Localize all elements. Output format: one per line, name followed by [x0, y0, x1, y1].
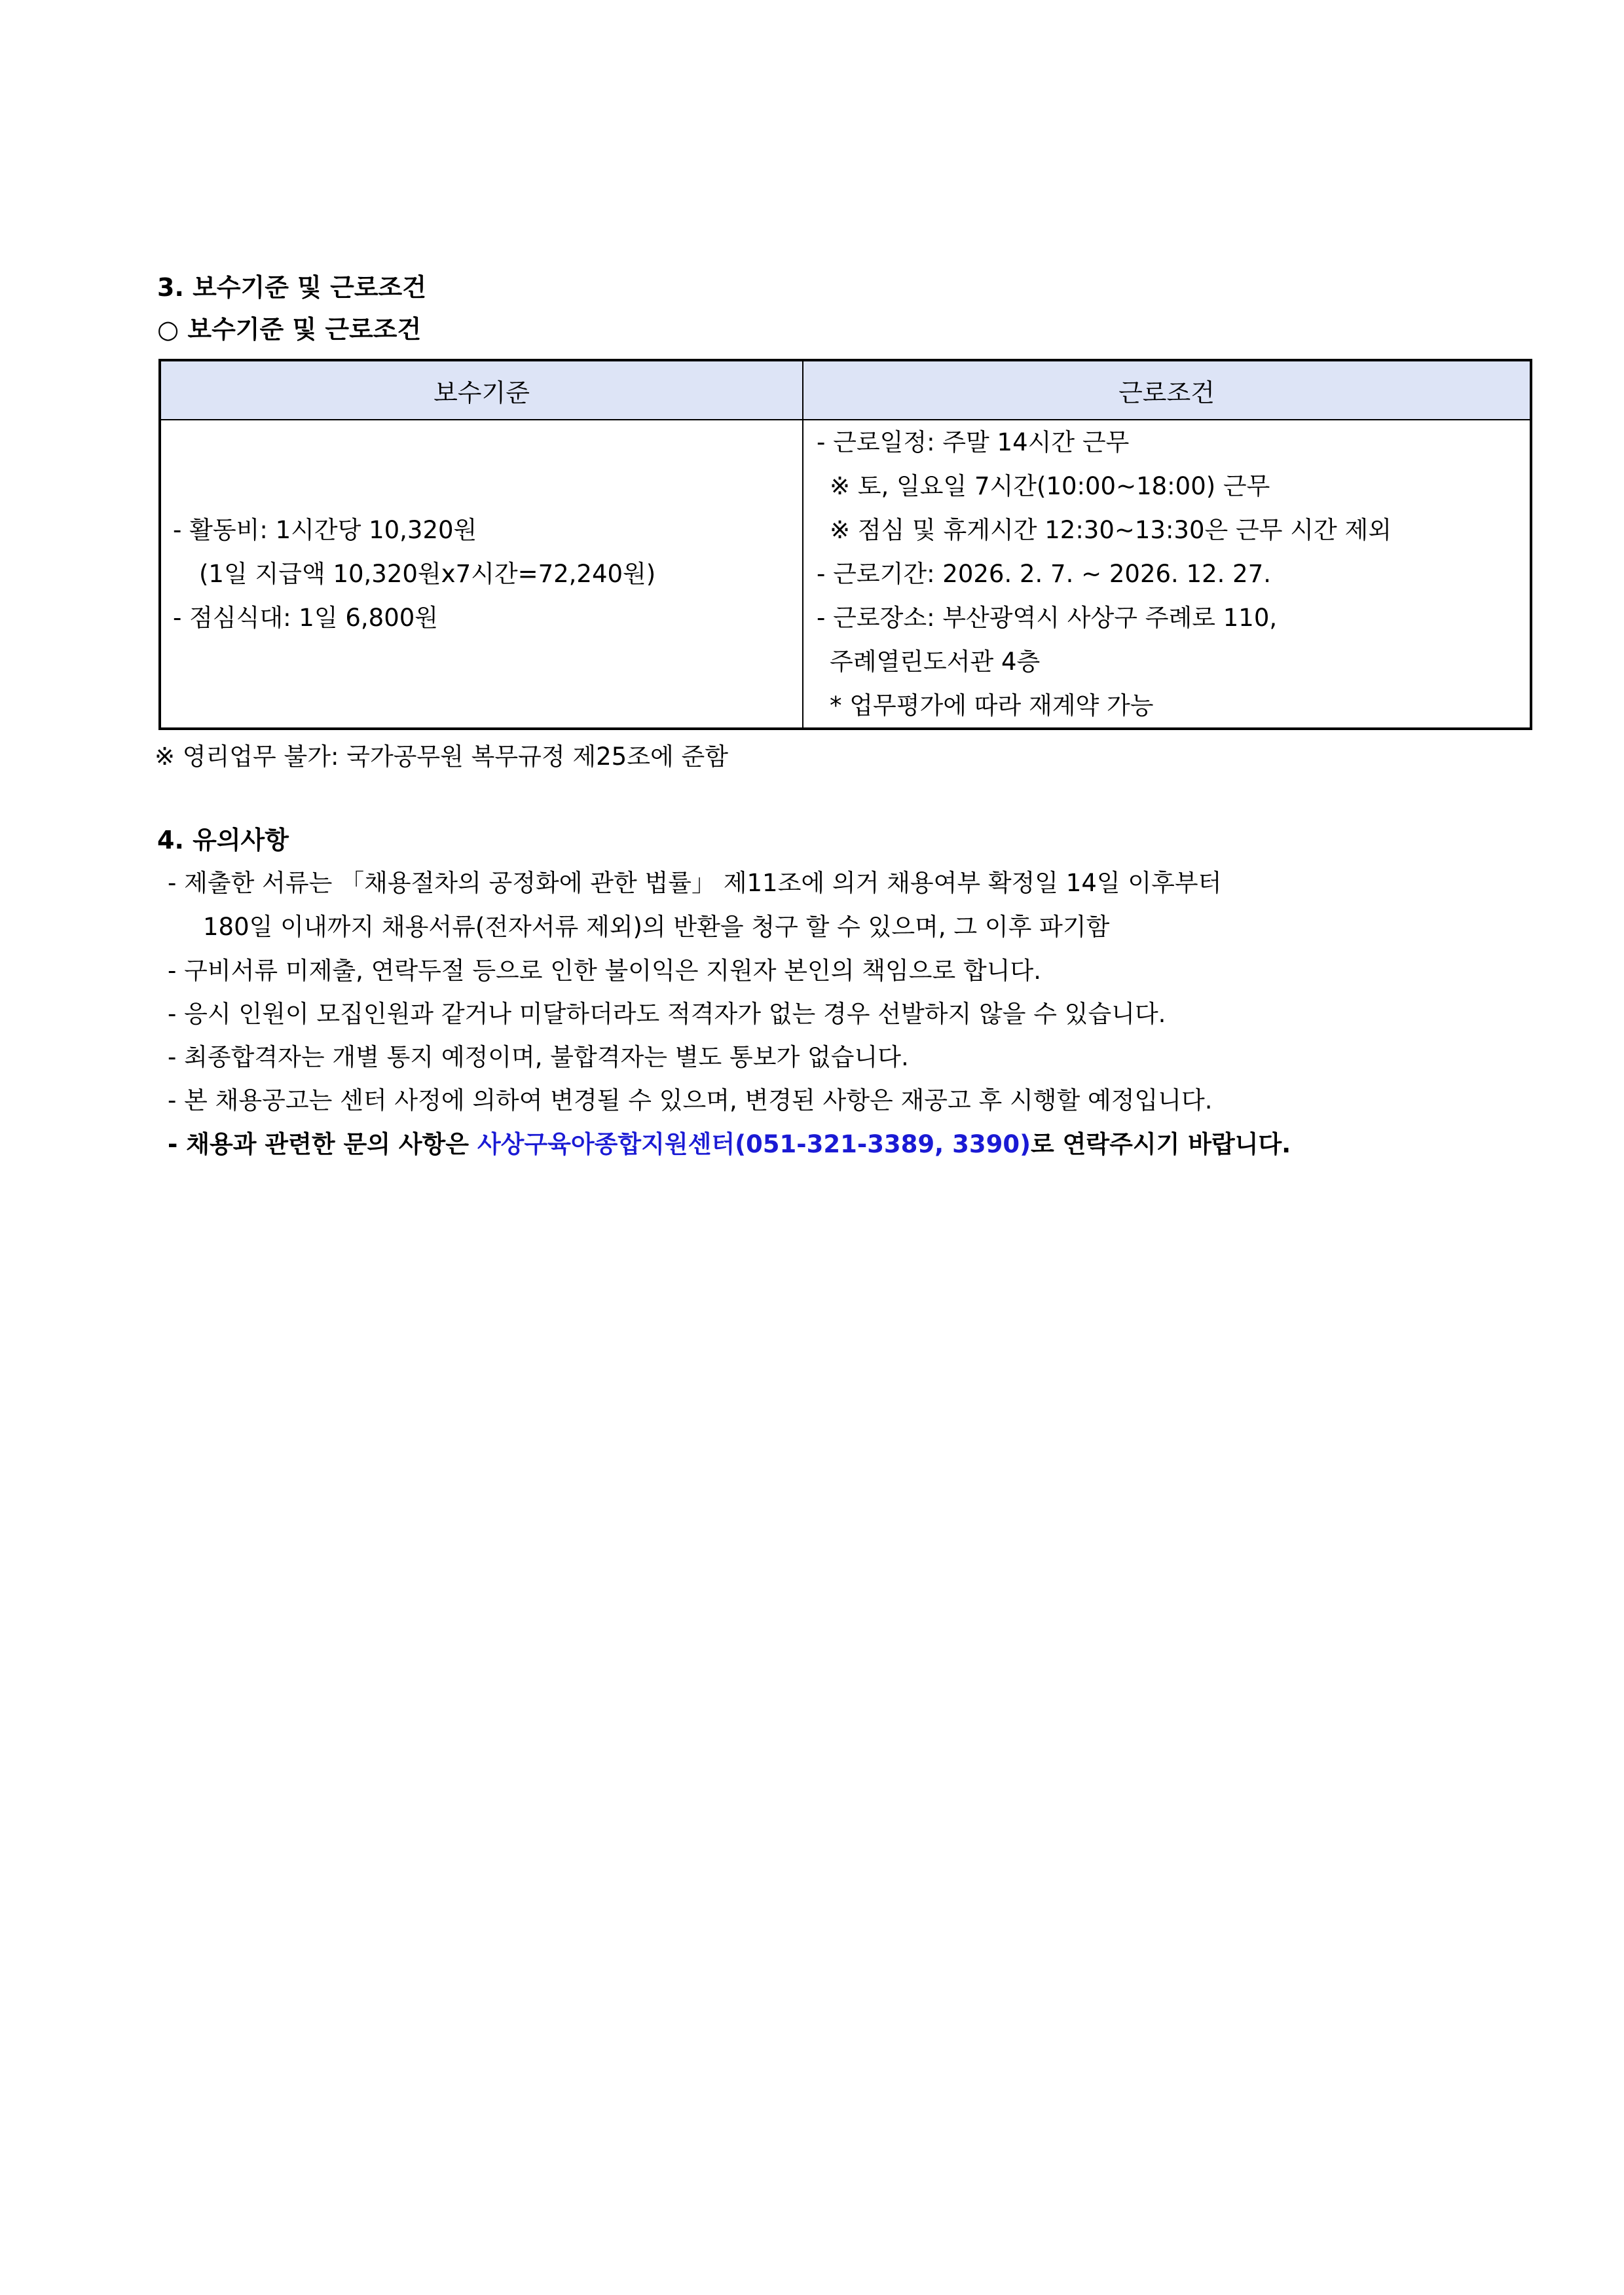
work-conditions-cell [803, 420, 1531, 729]
notice-item: - 응시 인원이 모집인원과 같거나 미달하더라도 적격자가 없는 경우 선발하지 않을 수 있습니다. [168, 1000, 1166, 1028]
pay-line: (1일 지급액 10,320원x7시간=72,240원) [199, 560, 656, 588]
notice-item: - 제출한 서류는 「채용절차의 공정화에 관한 법률」 제11조에 의거 채용여부 확정일 14일 이후부터 [168, 869, 1222, 897]
contact-center-phone: 사상구육아종합지원센터(051-321-3389, 3390) [477, 1130, 1031, 1158]
contact-suffix: 로 연락주시기 바랍니다. [1031, 1130, 1291, 1158]
header-pay-standard: 보수기준 [160, 360, 803, 420]
condition-line: - 근로일정: 주말 14시간 근무 [817, 428, 1130, 456]
pay-standard-cell [160, 420, 803, 729]
notice-item: - 본 채용공고는 센터 사정에 의하여 변경될 수 있으며, 변경된 사항은 재공고 후 시행할 예정입니다. [168, 1086, 1213, 1114]
contact-prefix: - 채용과 관련한 문의 사항은 [168, 1130, 477, 1158]
condition-line: - 근로장소: 부산광역시 사상구 주례로 110, [817, 604, 1278, 632]
condition-line: - 근로기간: 2026. 2. 7. ~ 2026. 12. 27. [817, 560, 1272, 588]
profit-work-note: ※ 영리업무 불가: 국가공무원 복무규정 제25조에 준함 [155, 743, 728, 771]
condition-line: ※ 점심 및 휴게시간 12:30~13:30은 근무 시간 제외 [830, 516, 1392, 544]
table-body-row [160, 420, 1531, 729]
section-4-heading: 4. 유의사항 [157, 826, 289, 854]
notice-item: - 구비서류 미제출, 연락두절 등으로 인한 불이익은 지원자 본인의 책임으로 합니다. [168, 957, 1041, 985]
section-3-subheading: ○ 보수기준 및 근로조건 [157, 315, 422, 344]
table-header-row [160, 360, 1531, 420]
contact-notice [168, 1124, 1291, 1160]
notice-item-continued: 180일 이내까지 채용서류(전자서류 제외)의 반환을 청구 할 수 있으며, 그 이후 파기함 [203, 913, 1110, 941]
notice-item: - 최종합격자는 개별 통지 예정이며, 불합격자는 별도 통보가 없습니다. [168, 1043, 909, 1071]
section-3-heading: 3. 보수기준 및 근로조건 [157, 273, 426, 302]
condition-line: * 업무평가에 따라 재계약 가능 [830, 691, 1154, 720]
pay-line: - 활동비: 1시간당 10,320원 [173, 516, 477, 544]
condition-line: 주례열린도서관 4층 [830, 648, 1041, 676]
condition-line: ※ 토, 일요일 7시간(10:00~18:00) 근무 [830, 472, 1270, 500]
pay-line: - 점심식대: 1일 6,800원 [173, 604, 439, 632]
header-work-conditions: 근로조건 [803, 360, 1531, 420]
pay-conditions-table [158, 359, 1532, 730]
